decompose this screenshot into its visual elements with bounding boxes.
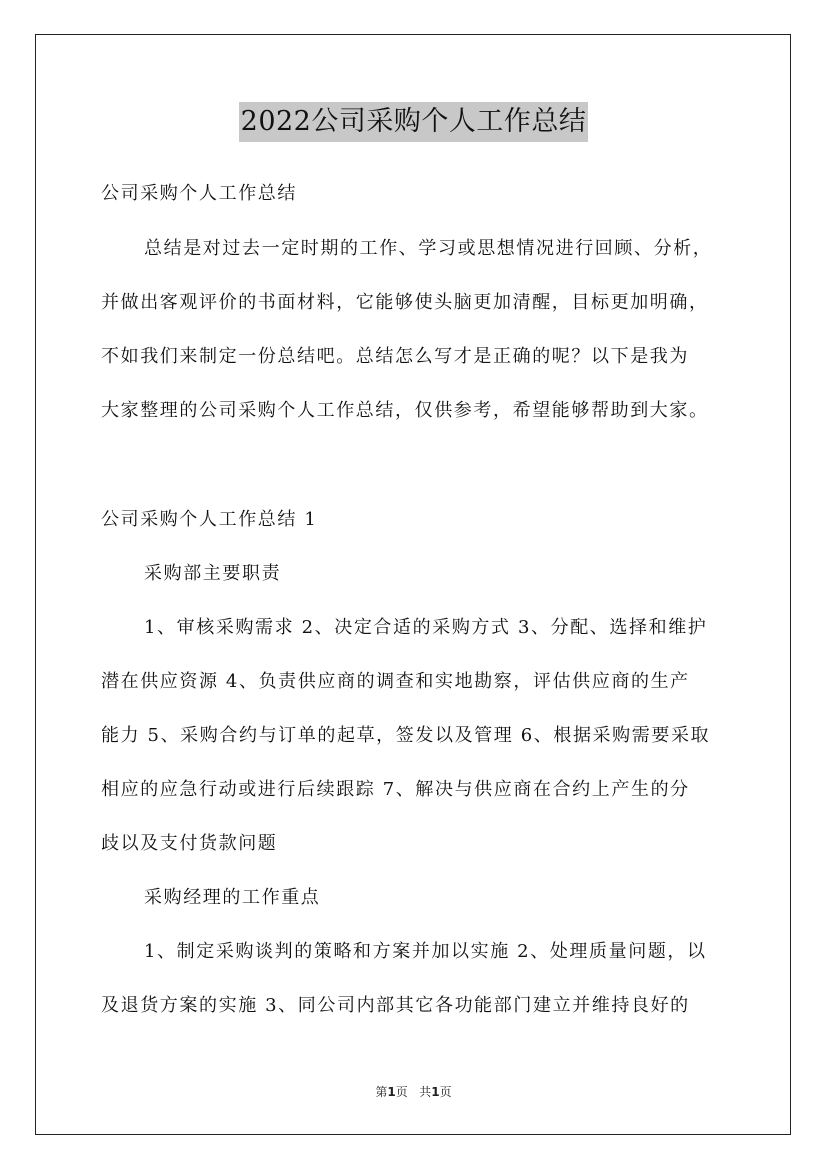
paragraph-line: 1、制定采购谈判的策略和方案并加以实施 2、处理质量问题，以 xyxy=(144,941,707,962)
section-heading: 公司采购个人工作总结 1 xyxy=(101,509,318,530)
paragraph-line: 歧以及支付货款问题 xyxy=(101,833,278,854)
page-footer xyxy=(0,1084,827,1100)
title-container xyxy=(0,102,827,142)
paragraph-line: 大家整理的公司采购个人工作总结，仅供参考，希望能够帮助到大家。 xyxy=(101,400,709,421)
section-heading: 公司采购个人工作总结 xyxy=(101,183,297,204)
total-number: 1 xyxy=(431,1085,440,1099)
paragraph-line: 相应的应急行动或进行后续跟踪 7、解决与供应商在合约上产生的分 xyxy=(101,779,690,800)
subheading: 采购部主要职责 xyxy=(144,563,282,584)
paragraph-line: 及退货方案的实施 3、同公司内部其它各功能部门建立并维持良好的 xyxy=(101,995,690,1016)
page-number: 1 xyxy=(387,1085,396,1099)
page-suffix: 页 xyxy=(395,1085,408,1099)
page-prefix: 第 xyxy=(375,1085,388,1099)
paragraph-line: 1、审核采购需求 2、决定合适的采购方式 3、分配、选择和维护 xyxy=(144,617,708,638)
paragraph-line: 潜在供应资源 4、负责供应商的调查和实地勘察，评估供应商的生产 xyxy=(101,671,690,692)
paragraph-line: 总结是对过去一定时期的工作、学习或思想情况进行回顾、分析， xyxy=(144,238,713,259)
document-title: 2022公司采购个人工作总结 xyxy=(239,102,589,142)
subheading: 采购经理的工作重点 xyxy=(144,887,321,908)
total-prefix: 共 xyxy=(419,1085,432,1099)
paragraph-line: 并做出客观评价的书面材料，它能够使头脑更加清醒，目标更加明确， xyxy=(101,292,709,313)
paragraph-line: 能力 5、采购合约与订单的起草，签发以及管理 6、根据采购需要采取 xyxy=(101,725,711,746)
total-suffix: 页 xyxy=(439,1085,452,1099)
paragraph-line: 不如我们来制定一份总结吧。总结怎么写才是正确的呢？以下是我为 xyxy=(101,346,689,367)
